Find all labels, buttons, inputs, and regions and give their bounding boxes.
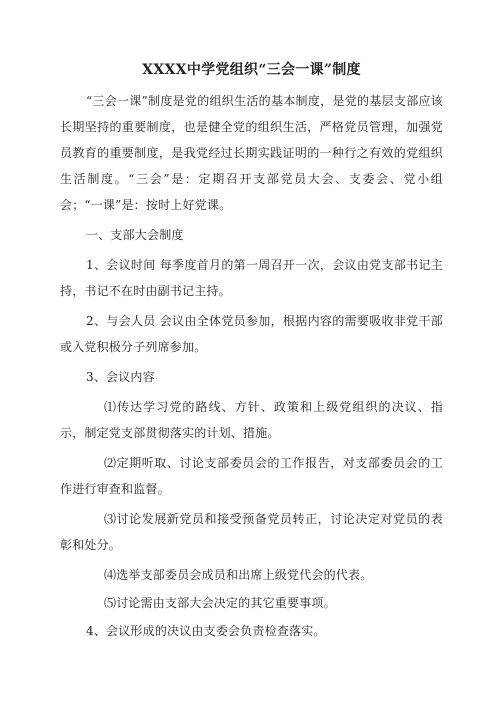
content-point-5: ⑸讨论需由支部大会决定的其它重要事项。 <box>104 596 336 610</box>
content-point-4: ⑷选举支部委员会成员和出席上级党代会的代表。 <box>104 568 373 582</box>
document-title: XXXX中学党组织“三会一课”制度 <box>142 62 361 78</box>
content-point-2: ⑵定期听取、讨论支部委员会的工作报告，对支部委员会的工作进行审查和监督。 <box>60 456 443 496</box>
item-meeting-time: 1、会议时间 每季度首月的第一周召开一次，会议由党支部书记主持，书记不在时由副书记主持。 <box>60 258 443 298</box>
content-point-1: ⑴传达学习党的路线、方针、政策和上级党组织的决议、指示，制定党支部贯彻落实的计划、措施。 <box>60 400 443 440</box>
item-meeting-content: 3、会议内容 <box>86 370 155 384</box>
item-attendees: 2、与会人员 会议由全体党员参加，根据内容的需要吸收非党干部或入党积极分子列席参加。 <box>60 314 443 354</box>
section-heading: 一、支部大会制度 <box>86 228 184 242</box>
intro-paragraph: “三会一课”制度是党的组织生活的基本制度，是党的基层支部应该长期坚持的重要制度，也是健全党的组织生活，严格党员管理，加强党员教育的重要制度，是我党经过长期实践证明的一种行之有效的党组织生活制度。“三会”是：定期召开支部党员大会、支委会、党小组会；“一课”是：按时上好党课。 <box>60 94 443 212</box>
content-point-3: ⑶讨论发展新党员和接受预备党员转正，讨论决定对党员的表彰和处分。 <box>60 512 443 552</box>
item-resolution-followup: 4、会议形成的决议由支委会负责检查落实。 <box>86 624 326 638</box>
